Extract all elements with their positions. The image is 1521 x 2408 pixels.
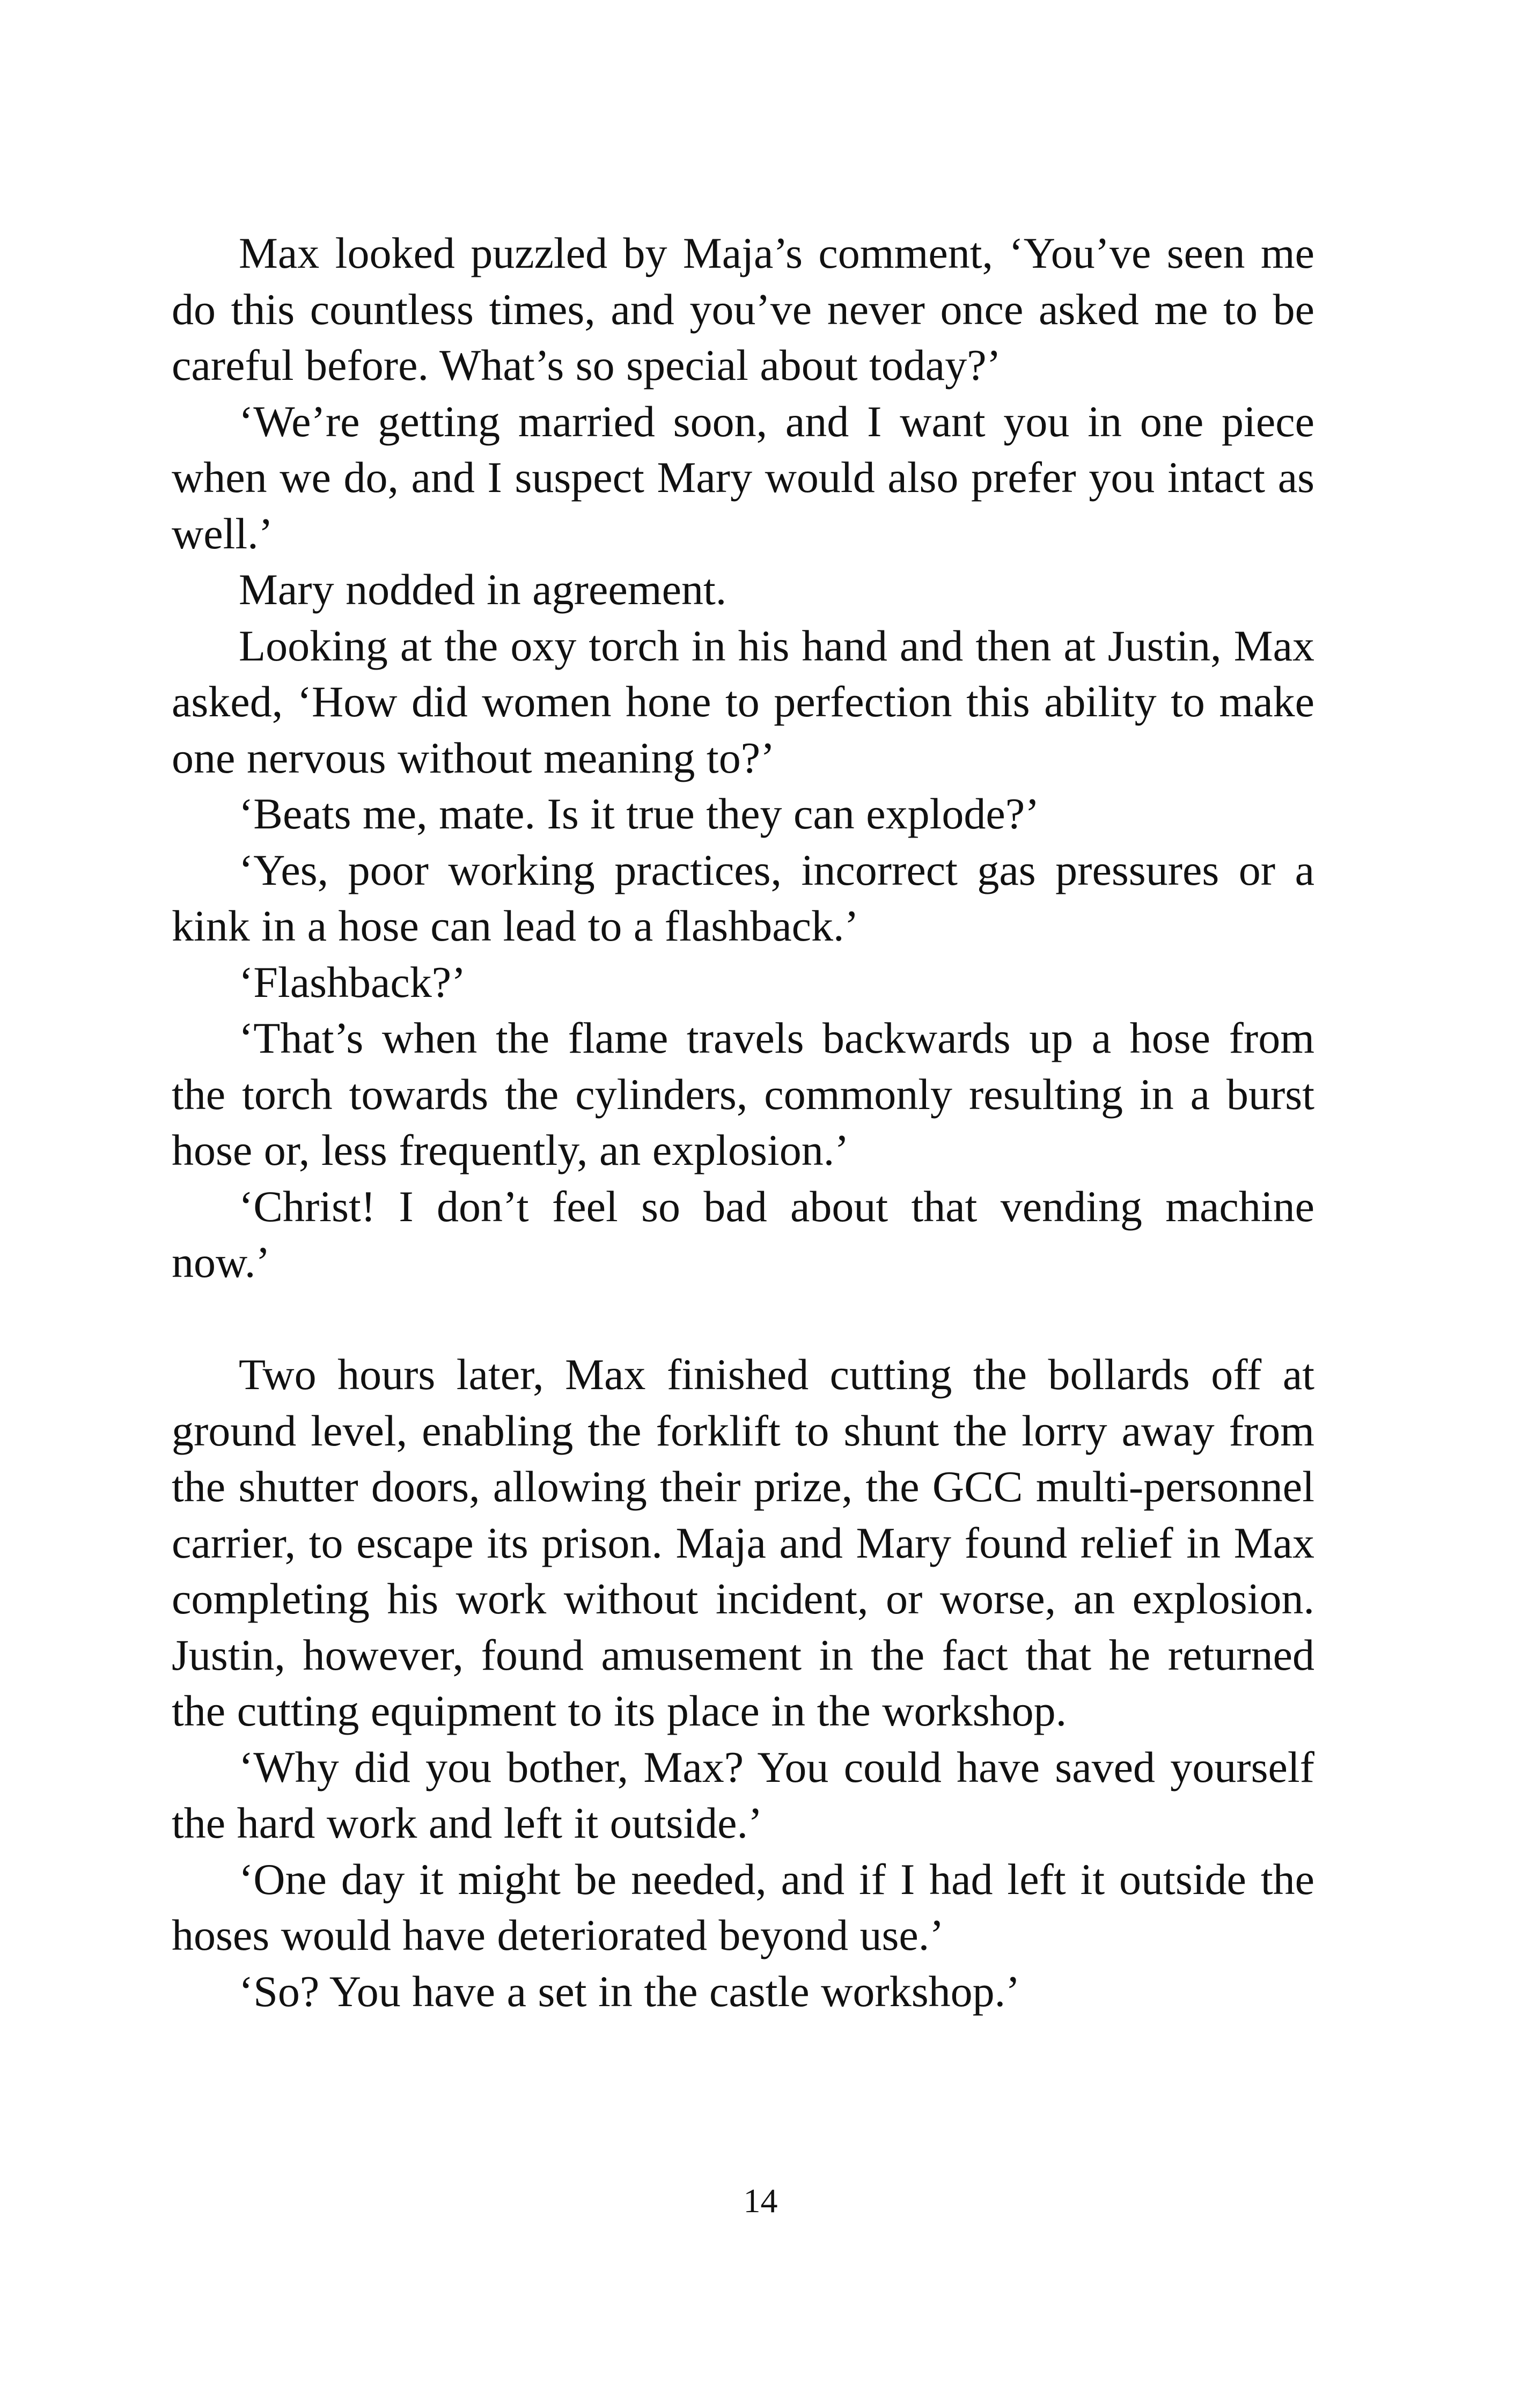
scene-break bbox=[172, 1291, 1314, 1347]
paragraph: Looking at the oxy torch in his hand and then at Justin, Max asked, ‘How did women hone to perfection this ability to make one nervous without meaning to?’ bbox=[172, 621, 1314, 782]
paragraph: ‘One day it might be needed, and if I had left it outside the hoses would have deteriorated beyond use.’ bbox=[172, 1854, 1314, 1959]
paragraph: ‘So? You have a set in the castle workshop.’ bbox=[239, 1966, 1020, 2016]
paragraph: Two hours later, Max finished cutting the bollards off at ground level, enabling the forklift to shunt the lorry away from the shutter doors, allowing their prize, the GCC multi-personnel carrier, to escape its prison. Maja and Mary found relief in Max completing his work without incident, or worse, an explosion. Justin, however, found amusement in the fact that he returned the cutting equipment to its place in the workshop. bbox=[172, 1350, 1314, 1735]
paragraph: ‘Christ! I don’t feel so bad about that vending machine now.’ bbox=[172, 1181, 1314, 1287]
paragraph: ‘Beats me, mate. Is it true they can explode?’ bbox=[239, 789, 1040, 838]
paragraph: ‘Flashback?’ bbox=[239, 957, 466, 1007]
book-page-body bbox=[172, 225, 1314, 2020]
paragraph: ‘That’s when the flame travels backwards up a hose from the torch towards the cylinders, commonly resulting in a burst hose or, less frequently, an explosion.’ bbox=[172, 1014, 1314, 1174]
paragraph: ‘Yes, poor working practices, incorrect gas pressures or a kink in a hose can lead to a flashback.’ bbox=[172, 845, 1314, 950]
paragraph: Max looked puzzled by Maja’s comment, ‘You’ve seen me do this countless times, and you’ve never once asked me to be careful before. What’s so special about today?’ bbox=[172, 229, 1314, 390]
paragraph: ‘Why did you bother, Max? You could have saved yourself the hard work and left it outside.’ bbox=[172, 1742, 1314, 1847]
page-number: 14 bbox=[743, 2182, 778, 2220]
paragraph: Mary nodded in agreement. bbox=[239, 565, 727, 614]
paragraph: ‘We’re getting married soon, and I want you in one piece when we do, and I suspect Mary would also prefer you intact as well.’ bbox=[172, 397, 1314, 558]
